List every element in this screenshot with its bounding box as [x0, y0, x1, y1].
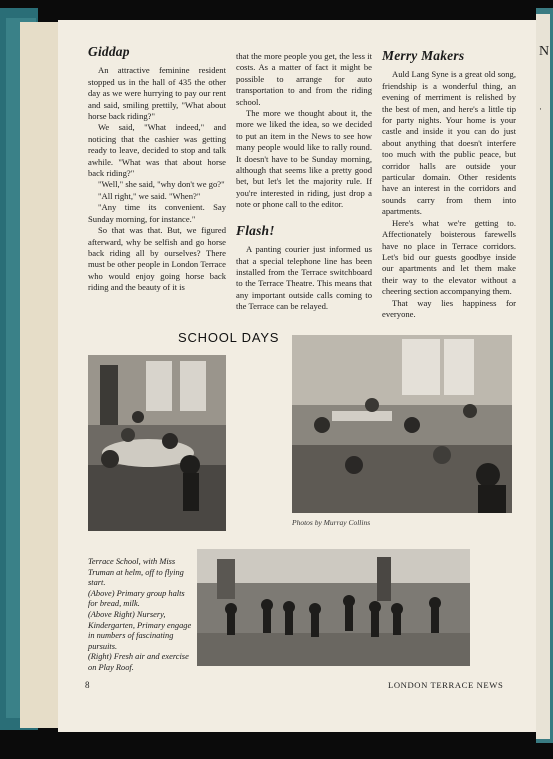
photo-caption: [88, 557, 192, 674]
publication-name: LONDON TERRACE NEWS: [388, 680, 504, 690]
giddap-continuation: that the more people you get, the less it costs. As a matter of fact it might be possible to arrange for auto transportation to and from the riding school.: [236, 51, 372, 107]
merry-makers-paragraph: That way lies happiness for everyone.: [382, 297, 516, 319]
column-giddap: [88, 46, 226, 294]
caption-line: (Above) Primary group halts for bread, milk.: [88, 588, 185, 609]
page-number: 8: [85, 680, 90, 690]
giddap-continuation: The more we thought about it, the more we liked the idea, so we decided to put an item in the News to see how many people would like to rally round. It doesn't have to be Sunday morning, although that seems like a pretty good bet, but let's let the majority rule. If you're interested in riding, just drop a note or phone call to the editor.: [236, 108, 372, 210]
giddap-paragraph: "Well," she said, "why don't we go?": [98, 179, 225, 190]
primary-group-photo: [88, 355, 226, 531]
caption-line: Terrace School, with Miss Truman at helm, off to flying start.: [88, 557, 184, 588]
nursery-kindergarten-photo: [292, 335, 512, 513]
giddap-paragraph: "Any time its convenient. Say Sunday morning, for instance.": [88, 202, 226, 224]
column-middle: [236, 51, 372, 313]
giddap-paragraph: We said, "What indeed," and noticing that the cashier was getting ready to leave, decided to stop and talk awhile. "What was that about horse back riding?": [88, 122, 226, 179]
flash-heading: Flash!: [236, 222, 275, 238]
caption-line: (Right) Fresh air and exercise on Play Roof.: [88, 652, 189, 672]
giddap-paragraph: An attractive feminine resident stopped us in the hall of 435 the other day as we were hurrying to pay our rent and said, smiling prettily, "What about horse back riding?": [88, 65, 226, 122]
giddap-paragraph: So that was that. But, we figured afterward, why be selfish and go horse back riding all by ourselves? There must be other people in London Terrace who would enjoy going horse back riding and the beauty of it is: [88, 225, 226, 293]
column-merry-makers: [382, 50, 516, 320]
giddap-paragraph: "All right," we said. "When?": [98, 190, 201, 201]
merry-makers-paragraph: Here's what we're getting to. Affectionately boisterous farewells have no place in Terrace corridors. Let's bid our guests goodbye inside our apartments and let them make their way to the elevator without a cheering section accompanying them.: [382, 217, 516, 297]
play-roof-photo: [197, 549, 470, 666]
merry-makers-heading: Merry Makers: [382, 48, 465, 63]
page-stack-edge: [20, 22, 63, 728]
photo-credit: Photos by Murray Collins: [292, 518, 371, 527]
caption-line: (Above Right) Nursery, Kindergarten, Primary engage in numbers of fascinating pursuits.: [88, 609, 192, 651]
giddap-heading: Giddap: [88, 44, 130, 59]
school-days-title: SCHOOL DAYS: [178, 330, 280, 345]
merry-makers-paragraph: Auld Lang Syne is a great old song, friendship is a wonderful thing, an evening of merriment is relished by the best of men, and here's a little tip for party nights. Your home is your castle and inside it you can do just about anything that doesn't interfere too much with the public peace, but corridor halls are outside your particular domain. Other residents have an interest in the corridors and sounds carry from them into apartments.: [382, 69, 516, 217]
flash-paragraph: A panting courier just informed us that a special telephone line has been installed from the Terrace switchboard to the Terrace Theatre. This means that any important outside calls coming to the Terrace can be relayed.: [236, 244, 372, 312]
adjacent-page-sliver: N ·: [536, 14, 550, 739]
